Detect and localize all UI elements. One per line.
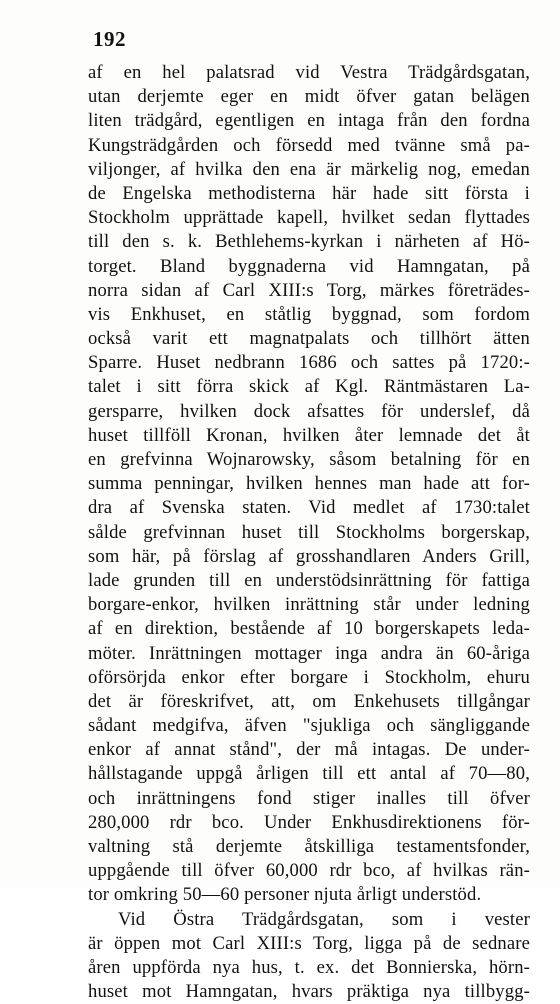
text-line: sådant medgifva, äfven "sjukliga och sängliggande	[88, 715, 530, 737]
text-line: möter. Inrättningen mottager inga andra än 60-åriga	[88, 642, 530, 664]
text-line: huset mot Hamngatan, hvars präktiga nya tillbygg-	[88, 981, 530, 1003]
text-line: som här, på förslag af grosshandlaren Anders Grill,	[88, 545, 530, 567]
text-line: också varit ett magnatpalats och tillhört ätten	[88, 328, 530, 350]
text-line: 280,000 rdr bco. Under Enkhusdirektionens för-	[88, 811, 530, 833]
text-line: borgare-enkor, hvilken inrättning står under ledning	[88, 594, 530, 616]
text-line: till den s. k. Bethlehems-kyrkan i närheten af Hö-	[88, 231, 530, 253]
text-line: liten trädgård, egentligen en intaga från den fordna	[88, 110, 530, 132]
text-line: dra af Svenska staten. Vid medlet af 1730:talet	[88, 497, 530, 519]
text-line: Sparre. Huset nedbrann 1686 och sattes på 1720:-	[88, 352, 530, 374]
text-line: norra sidan af Carl XIII:s Torg, märkes företrädes-	[88, 279, 530, 301]
page-number: 192	[93, 27, 126, 51]
text-line: utan derjemte eger en midt öfver gatan belägen	[88, 86, 530, 108]
text-line: de Engelska methodisterna här hade sitt första i	[88, 182, 530, 204]
text-line: summa penningar, hvilken hennes man hade att for-	[88, 473, 530, 495]
text-line: talet i sitt förra skick af Kgl. Räntmästaren La-	[88, 376, 530, 398]
text-line: gersparre, hvilken dock afsattes för underslef, då	[88, 400, 530, 422]
text-line: af en direktion, bestående af 10 borgerskapets leda-	[88, 618, 530, 640]
text-line: Kungsträdgården och försedd med tvänne små pa-	[88, 134, 530, 156]
text-line: en grefvinna Wojnarowsky, såsom betalning för en	[88, 449, 530, 470]
text-line: af en hel palatsrad vid Vestra Trädgårdsgatan,	[88, 62, 530, 83]
text-line: hållstagande uppgå årligen till ett antal af 70—80,	[88, 763, 530, 785]
body-text	[88, 61, 530, 1004]
text-line: sålde grefvinnan huset till Stockholms borgerskap,	[88, 521, 530, 543]
text-line: huset tillföll Kronan, hvilken åter lemnade det åt	[88, 424, 530, 446]
text-line: enkor af annat stånd", der må intagas. De under-	[88, 739, 530, 761]
text-line: oförsörjda enkor efter borgare i Stockholm, ehuru	[88, 666, 530, 688]
text-line: torget. Bland byggnaderna vid Hamngatan, på	[88, 255, 530, 277]
text-line: valtning stå derjemte åtskilliga testamentsfonder,	[88, 836, 530, 857]
text-line: tor omkring 50—60 personer njuta årligt understöd.	[88, 884, 482, 906]
text-line: och inrättningens fond stiger inalles till öfver	[88, 787, 530, 809]
text-line: viljonger, af hvilka den ena är märkelig nog, emedan	[88, 158, 530, 180]
text-line: åren uppförda nya hus, t. ex. det Bonnierska, hörn-	[88, 956, 530, 978]
text-line: lade grunden till en understödsinrättning för fattiga	[88, 569, 530, 591]
text-line: är öppen mot Carl XIII:s Torg, ligga på de sednare	[88, 932, 530, 954]
text-line: uppgående till öfver 60,000 rdr bco, af hvilkas rän-	[88, 860, 530, 882]
text-line: Stockholm upprättade kapell, hvilket sedan flyttades	[88, 207, 530, 229]
text-line: Vid Östra Trädgårdsgatan, som i vester	[118, 908, 530, 930]
text-line: vis Enkhuset, en ståtlig byggnad, som fordom	[88, 303, 530, 325]
text-line: det är föreskrifvet, att, om Enkehusets tillgångar	[88, 690, 530, 712]
